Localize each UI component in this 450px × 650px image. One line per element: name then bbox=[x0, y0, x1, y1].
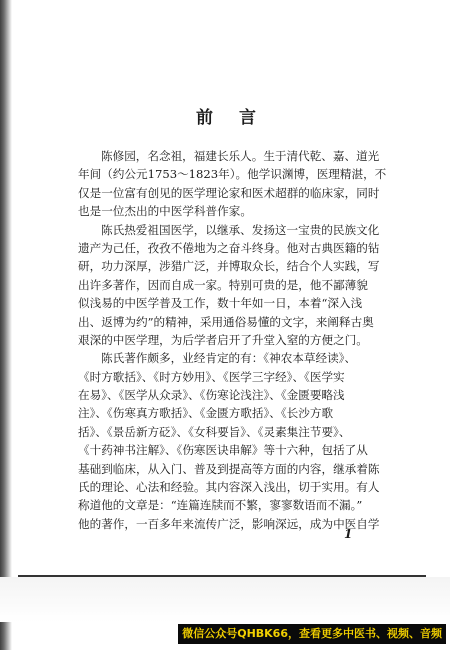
watermark-banner: 微信公众号QHBK66，查看更多中医书、视频、音频 bbox=[178, 624, 446, 644]
paragraph bbox=[78, 221, 408, 350]
text-line: 陈氏著作颇多，业经肯定的有：《神农本草经读》、 bbox=[101, 351, 357, 366]
text-line: 在易》、《医学从众录》、《伤寒论浅注》、《金匮要略浅 bbox=[78, 388, 345, 403]
scan-left-edge bbox=[0, 0, 12, 650]
text-line: 注》、《伤寒真方歌括》、《金匮方歌括》、《长沙方歌 bbox=[78, 406, 334, 421]
text-line: 遗产为己任，孜孜不倦地为之奋斗终身。他对古典医籍的钻 bbox=[78, 240, 380, 255]
page-bottom-margin bbox=[0, 577, 450, 622]
body-text bbox=[78, 147, 408, 533]
text-line: 研，功力深厚，涉猎广泛，并博取众长，结合个人实践，写 bbox=[78, 259, 380, 274]
paragraph bbox=[78, 349, 408, 533]
text-line: 仅是一位富有创见的医学理论家和医术超群的临床家，同时 bbox=[78, 185, 380, 200]
text-line: 似浅易的中医学普及工作，数十年如一日，本着“深入浅 bbox=[78, 296, 363, 311]
text-line: 括》、《景岳新方砭》、《女科要旨》、《灵素集注节要》、 bbox=[78, 424, 351, 439]
text-line: 也是一位杰出的中医学科普作家。 bbox=[78, 204, 252, 219]
text-line: 年间（约公元1753～1823年）。他学识渊博，医理精湛，不 bbox=[78, 167, 387, 182]
page-title: 前 言 bbox=[196, 108, 266, 128]
text-line: 《十药神书注解》、《伤寒医诀串解》等十六种，包括了从 bbox=[78, 443, 368, 458]
text-line: 陈修园，名念祖，福建长乐人。生于清代乾、嘉、道光 bbox=[101, 149, 380, 163]
paragraph bbox=[78, 147, 408, 221]
text-line: 出、返博为约”的精神，采用通俗易懂的文字，来阐释古奥 bbox=[78, 314, 374, 329]
page-number: 1 bbox=[344, 527, 353, 541]
text-line: 基础到临床，从入门、普及到提高等方面的内容，继承着陈 bbox=[78, 461, 380, 476]
text-line: 《时方歌括》、《时方妙用》、《医学三字经》、《医学实 bbox=[78, 369, 345, 384]
text-line: 艰深的中医学理，为后学者启开了升堂入窒的方便之门。 bbox=[78, 332, 368, 347]
text-line: 陈氏热爱祖国医学，以继承、发扬这一宝贵的民族文化 bbox=[101, 222, 380, 237]
text-line: 他的著作，一百多年来流传广泛，影响深远，成为中医自学 bbox=[78, 516, 380, 531]
text-line: 氏的理论、心法和经验。其内容深入浅出，切于实用。有人 bbox=[78, 480, 380, 495]
text-line: 出许多著作，因而自成一家。特别可贵的是，他不鄙薄貌 bbox=[78, 277, 368, 292]
text-line: 称道他的文章是：“连篇连牍而不繁，寥寥数语而不漏。” bbox=[78, 498, 363, 513]
book-page bbox=[12, 0, 450, 650]
